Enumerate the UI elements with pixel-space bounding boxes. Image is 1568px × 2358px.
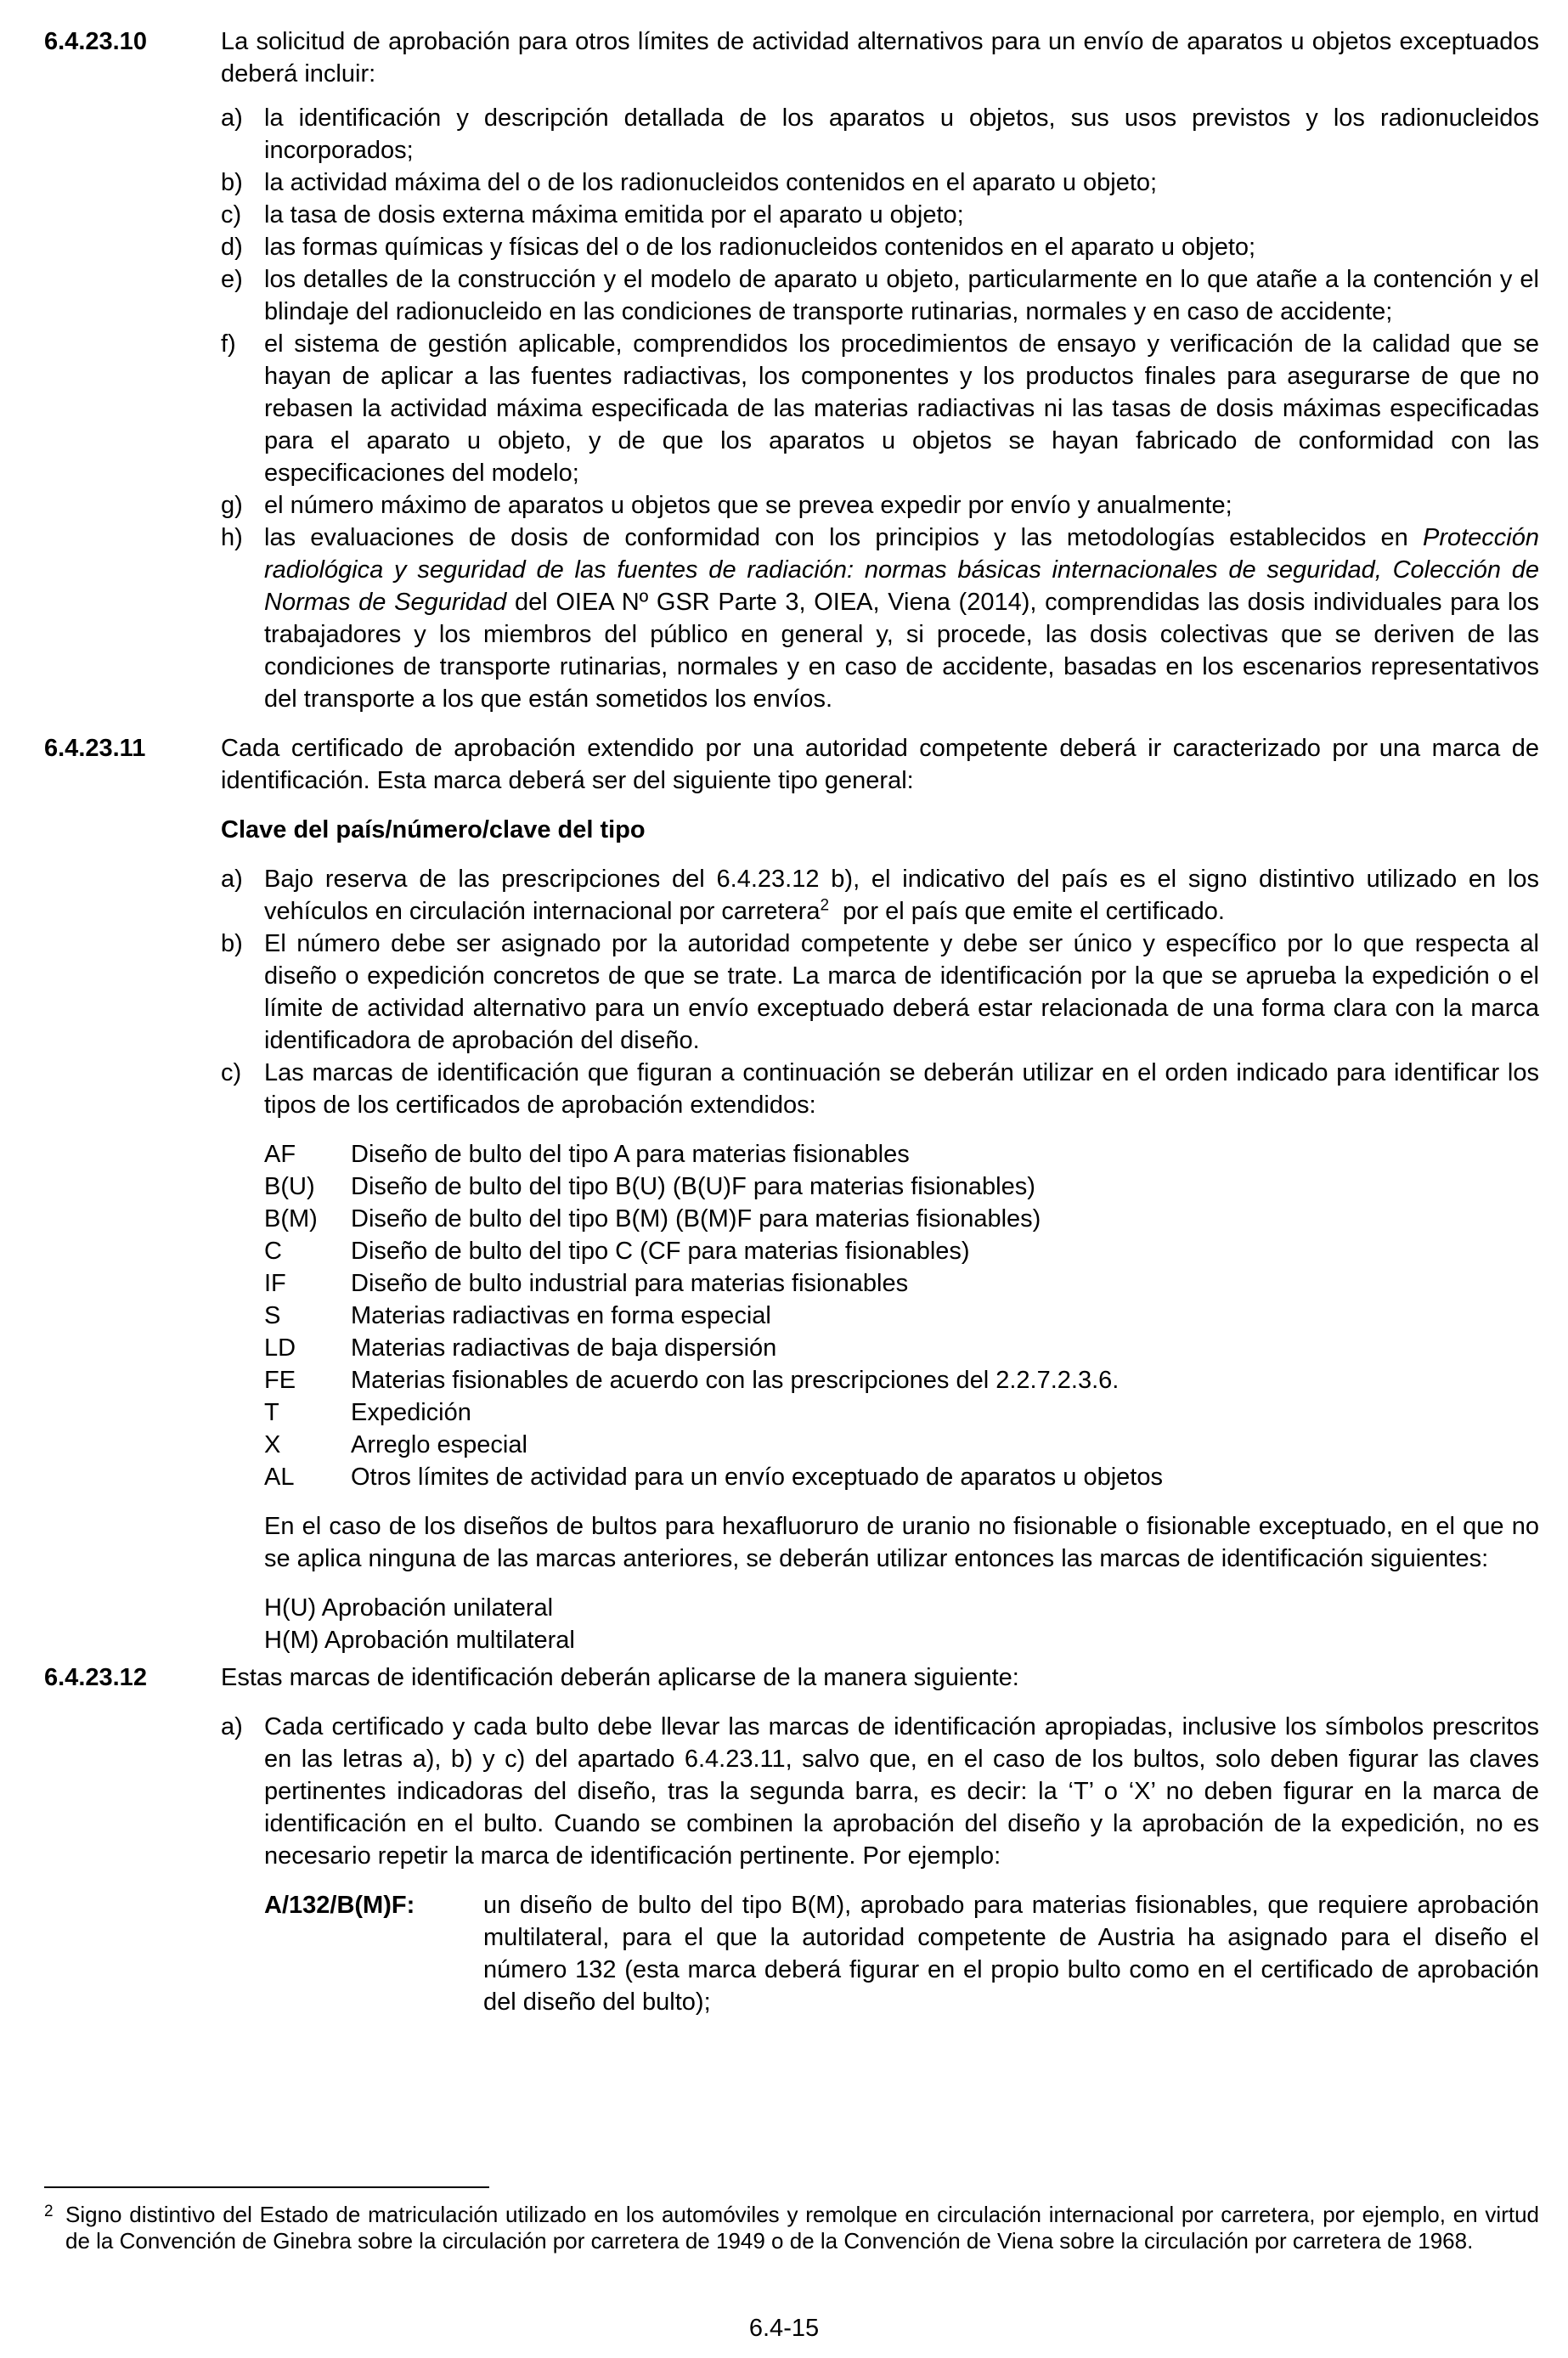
code-row xyxy=(264,1396,1539,1429)
code-description: Diseño de bulto industrial para materias fisionables xyxy=(351,1270,909,1297)
code-description: Expedición xyxy=(351,1399,471,1426)
item-text: las formas químicas y físicas del o de los radionucleidos contenidos en el aparato u objeto; xyxy=(264,234,1256,261)
item-text: la tasa de dosis externa máxima emitida por el aparato u objeto; xyxy=(264,201,964,228)
code-row xyxy=(264,1461,1539,1493)
code: LD xyxy=(264,1334,296,1362)
code-row xyxy=(264,1171,1539,1203)
code: S xyxy=(264,1302,281,1329)
approval-unilateral: H(U) Aprobación unilateral xyxy=(264,1594,554,1622)
code: AL xyxy=(264,1464,295,1491)
item-text: el número máximo de aparatos u objetos que se prevea expedir por envío y anualmente; xyxy=(264,492,1232,519)
footnote xyxy=(44,2202,1539,2254)
item-text: la identificación y descripción detallada de los aparatos u objetos, sus usos previstos y los radionucleidos incorporados; xyxy=(264,104,1539,164)
section-body xyxy=(221,25,1539,715)
section-intro: Cada certificado de aprobación extendido por una autoridad competente deberá ir caracterizado por una marca de identificación. Esta marca deberá ser del siguiente tipo general: xyxy=(221,735,1539,794)
code: AF xyxy=(264,1141,296,1168)
item-text-part: Bajo reserva de las prescripciones del 6.4.23.12 b), el indicativo del país es el signo distintivo utilizado en los vehículos en circulación internacional por carretera xyxy=(264,866,1539,925)
item-text: los detalles de la construcción y el modelo de aparato u objeto, particularmente en lo que atañe a la contención y el blindaje del radionucleido en las condiciones de transporte rutinarias, normales y en caso de accidente; xyxy=(264,266,1539,325)
list-item xyxy=(221,1711,1539,1872)
code: C xyxy=(264,1238,282,1265)
list-item xyxy=(221,863,1539,928)
code: IF xyxy=(264,1270,286,1297)
code-row xyxy=(264,1203,1539,1235)
subheading: Clave del país/número/clave del tipo xyxy=(221,816,646,843)
code: B(M) xyxy=(264,1205,318,1233)
list-item xyxy=(221,102,1539,166)
item-text xyxy=(264,863,1539,928)
item-label: b) xyxy=(221,930,243,957)
item-text: la actividad máxima del o de los radionucleidos contenidos en el aparato u objeto; xyxy=(264,169,1158,196)
example-text: un diseño de bulto del tipo B(M), aprobado para materias fisionables, que requiere aprobación multilateral, para el que la autoridad competente de Austria ha asignado para el diseño el número 132 (esta marca deberá figurar en el propio bulto como en el certificado de aprobación del diseño del bulto); xyxy=(483,1892,1539,2016)
item-label: g) xyxy=(221,492,243,519)
section-number: 6.4.23.11 xyxy=(44,735,146,762)
code-description: Otros límites de actividad para un envío exceptuado de aparatos u objetos xyxy=(351,1464,1163,1491)
code-description: Arreglo especial xyxy=(351,1431,527,1458)
item-text-part: las evaluaciones de dosis de conformidad con los principios y las metodologías establecidos en xyxy=(264,524,1423,551)
item-list xyxy=(221,102,1539,715)
code-row xyxy=(264,1267,1539,1300)
item-text-part: del OIEA Nº GSR Parte 3, OIEA, Viena (2014), comprendidas las dosis individuales para los trabajadores y los miembros del público en general y, si procede, las dosis colectivas que se deriven de las condiciones de transporte rutinarias, normales y en caso de accidente, basadas en los escenarios representativos del transporte a los que están sometidos los envíos. xyxy=(264,589,1539,713)
code-row xyxy=(264,1429,1539,1461)
list-item xyxy=(221,1057,1539,1121)
list-item xyxy=(221,166,1539,199)
code-row xyxy=(264,1364,1539,1396)
list-item xyxy=(221,199,1539,231)
footnote-mark: 2 xyxy=(44,2203,54,2220)
code-description: Materias radiactivas en forma especial xyxy=(351,1302,771,1329)
item-label: h) xyxy=(221,524,243,551)
list-item xyxy=(221,522,1539,715)
code-row xyxy=(264,1300,1539,1332)
uf6-paragraph: En el caso de los diseños de bultos para hexafluoruro de uranio no fisionable o fisionable exceptuado, en el que no se aplica ninguna de las marcas anteriores, se deberán utilizar entonces las marcas de identificación siguientes: xyxy=(264,1513,1539,1572)
item-text xyxy=(264,522,1539,715)
footnote-separator xyxy=(44,2186,489,2188)
document-page xyxy=(44,25,1539,2018)
item-text-part: por el país que emite el certificado. xyxy=(829,898,1225,925)
footnote-text: Signo distintivo del Estado de matriculación utilizado en los automóviles y remolque en circulación internacional por carretera, por ejemplo, en virtud de la Convención de Ginebra sobre la circulación por carretera de 1949 o de la Convención de Viena sobre la circulación por carretera de 1968. xyxy=(65,2202,1539,2254)
code-row xyxy=(264,1332,1539,1364)
example-mark: A/132/B(M)F: xyxy=(264,1892,415,1919)
approval-multilateral: H(M) Aprobación multilateral xyxy=(264,1627,575,1654)
page-number: 6.4-15 xyxy=(748,2315,820,2342)
item-text: Las marcas de identificación que figuran a continuación se deberán utilizar en el orden indicado para identificar los tipos de los certificados de aprobación extendidos: xyxy=(264,1059,1539,1119)
code-description: Diseño de bulto del tipo A para materias fisionables xyxy=(351,1141,910,1168)
item-text: el sistema de gestión aplicable, comprendidos los procedimientos de ensayo y verificación de la calidad que se hayan de aplicar a las fuentes radiactivas, los componentes y los productos finales para asegurarse de que no rebasen la actividad máxima especificada de las materias radiactivas ni las tasas de dosis máximas especificadas para el aparato u objeto, y de que los aparatos u objetos se hayan fabricado de conformidad con las especificaciones del modelo; xyxy=(264,330,1539,487)
list-item xyxy=(221,231,1539,263)
list-item xyxy=(221,328,1539,489)
code: B(U) xyxy=(264,1173,315,1200)
code-description: Materias radiactivas de baja dispersión xyxy=(351,1334,777,1362)
code: T xyxy=(264,1399,279,1426)
code-description: Diseño de bulto del tipo B(M) (B(M)F para materias fisionables) xyxy=(351,1205,1041,1233)
item-text: El número debe ser asignado por la autoridad competente y debe ser único y específico por lo que respecta al diseño o expedición concretos de que se trate. La marca de identificación por la que se aprueba la expedición o el límite de actividad alternativo para un envío exceptuado deberá estar relacionada de una forma clara con la marca identificadora de aprobación del diseño. xyxy=(264,930,1539,1054)
section-intro: Estas marcas de identificación deberán aplicarse de la manera siguiente: xyxy=(221,1664,1019,1691)
section-6-4-23-12 xyxy=(44,1661,1539,2018)
section-6-4-23-11 xyxy=(44,732,1539,1656)
item-label: f) xyxy=(221,330,236,358)
section-body xyxy=(221,1661,1539,2018)
section-6-4-23-10 xyxy=(44,25,1539,715)
item-label: a) xyxy=(221,866,243,893)
item-label: d) xyxy=(221,234,243,261)
code-description: Diseño de bulto del tipo B(U) (B(U)F para materias fisionables) xyxy=(351,1173,1035,1200)
code-row xyxy=(264,1138,1539,1171)
example-entry xyxy=(264,1889,1539,2018)
code-row xyxy=(264,1235,1539,1267)
list-item xyxy=(221,263,1539,328)
footnote-reference: 2 xyxy=(820,896,830,915)
item-label: a) xyxy=(221,1713,243,1740)
item-label: e) xyxy=(221,266,243,293)
list-item xyxy=(221,928,1539,1057)
item-label: a) xyxy=(221,104,243,132)
code-list xyxy=(264,1138,1539,1493)
item-list xyxy=(221,1711,1539,1872)
section-number: 6.4.23.10 xyxy=(44,28,147,55)
item-label: c) xyxy=(221,1059,242,1086)
item-label: c) xyxy=(221,201,242,228)
section-intro: La solicitud de aprobación para otros límites de actividad alternativos para un envío de aparatos u objetos exceptuados deberá incluir: xyxy=(221,28,1539,87)
code: X xyxy=(264,1431,281,1458)
list-item xyxy=(221,489,1539,522)
item-label: b) xyxy=(221,169,243,196)
code-description: Materias fisionables de acuerdo con las prescripciones del 2.2.7.2.3.6. xyxy=(351,1367,1120,1394)
section-body xyxy=(221,732,1539,1656)
item-list xyxy=(221,863,1539,1121)
code: FE xyxy=(264,1367,296,1394)
section-number: 6.4.23.12 xyxy=(44,1664,147,1691)
item-text: Cada certificado y cada bulto debe llevar las marcas de identificación apropiadas, inclusive los símbolos prescritos en las letras a), b) y c) del apartado 6.4.23.11, salvo que, en el caso de los bultos, solo deben figurar las claves pertinentes indicadoras del diseño, tras la segunda barra, es decir: la ‘T’ o ‘X’ no deben figurar en la marca de identificación en el bulto. Cuando se combinen la aprobación del diseño y la aprobación de la expedición, no es necesario repetir la marca de identificación pertinente. Por ejemplo: xyxy=(264,1713,1539,1870)
code-description: Diseño de bulto del tipo C (CF para materias fisionables) xyxy=(351,1238,970,1265)
publication-title: Protección radiológica y seguridad de las fuentes de radiación: normas básicas internacionales de seguridad, Colección de Normas de Seguridad xyxy=(264,524,1539,616)
